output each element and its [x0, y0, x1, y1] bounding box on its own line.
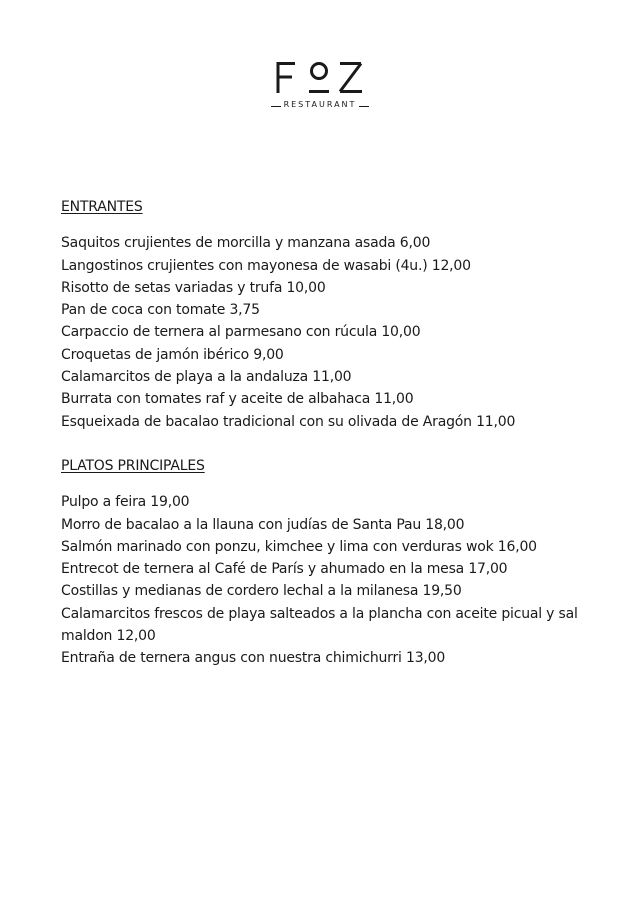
menu-item: Langostinos crujientes con mayonesa de wasabi (4u.) 12,00	[61, 257, 471, 274]
menu-item: Pulpo a feira 19,00	[61, 494, 190, 511]
restaurant-logo	[0, 58, 640, 109]
menu-item: Morro de bacalao a la llauna con judías de Santa Pau 18,00	[61, 516, 465, 533]
menu-item: Entraña de ternera angus con nuestra chimichurri 13,00	[61, 650, 446, 667]
foz-logo-mark	[275, 58, 365, 96]
menu-item: Burrata con tomates raf y aceite de albahaca 11,00	[61, 391, 414, 408]
menu-item: Esqueixada de bacalao tradicional con su olivada de Aragón 11,00	[61, 413, 516, 430]
menu-item: Calamarcitos de playa a la andaluza 11,00	[61, 369, 352, 386]
menu-item: Costillas y medianas de cordero lechal a la milanesa 19,50	[61, 583, 462, 600]
section-platos-principales	[61, 455, 601, 670]
subtitle-text: RESTAURANT	[283, 100, 357, 109]
section-title: PLATOS PRINCIPALES	[61, 457, 205, 474]
subtitle-dash-right	[359, 106, 369, 107]
menu-item: Carpaccio de ternera al parmesano con rúcula 10,00	[61, 324, 421, 341]
menu-item: Salmón marinado con ponzu, kimchee y lima con verduras wok 16,00	[61, 538, 537, 555]
menu-item: Saquitos crujientes de morcilla y manzana asada 6,00	[61, 235, 431, 252]
menu-item: Calamarcitos frescos de playa salteados a la plancha con aceite picual y sal maldon 12,00	[61, 605, 578, 645]
menu-item: Croquetas de jamón ibérico 9,00	[61, 346, 284, 363]
subtitle-dash-left	[271, 106, 281, 107]
menu-content	[61, 196, 601, 670]
restaurant-subtitle	[0, 100, 640, 109]
section-entrantes	[61, 196, 601, 433]
menu-item: Pan de coca con tomate 3,75	[61, 302, 260, 319]
section-title: ENTRANTES	[61, 199, 143, 215]
menu-item: Entrecot de ternera al Café de París y ahumado en la mesa 17,00	[61, 561, 508, 578]
menu-item: Risotto de setas variadas y trufa 10,00	[61, 279, 326, 296]
